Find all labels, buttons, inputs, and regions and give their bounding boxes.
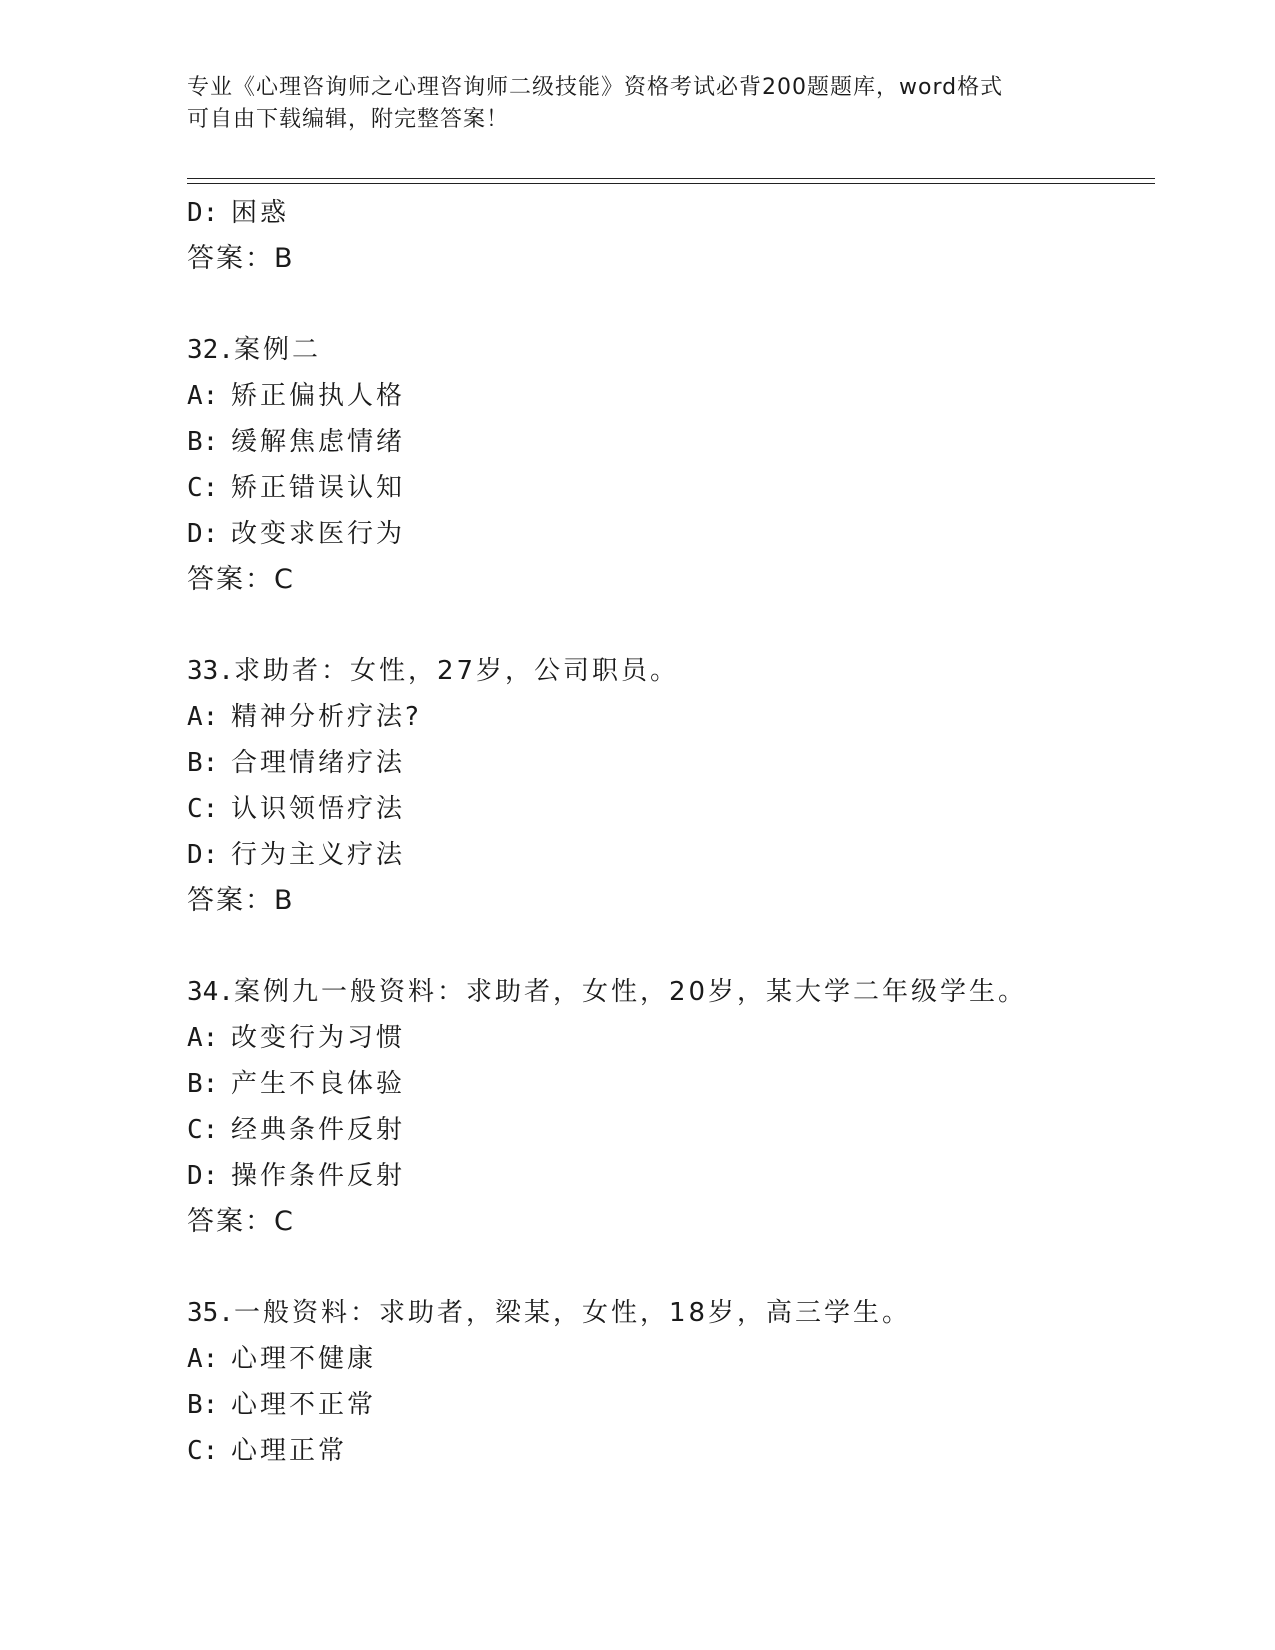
header-title-line-1: 专业《心理咨询师之心理咨询师二级技能》资格考试必背200题题库，word格式 — [187, 75, 1004, 100]
option-key: D: — [187, 840, 219, 870]
option-b — [187, 740, 1167, 786]
option-text: 改变行为习惯 — [231, 1023, 406, 1053]
option-key: B: — [187, 748, 219, 778]
option-text: 改变求医行为 — [231, 519, 406, 549]
option-key: B: — [187, 1069, 219, 1099]
question-stem — [187, 1290, 1167, 1336]
question-number: 35. — [187, 1298, 234, 1328]
option-key: A: — [187, 702, 219, 732]
option-text: 产生不良体验 — [231, 1069, 406, 1099]
option-text: 心理不健康 — [231, 1344, 377, 1374]
question-list — [187, 190, 1167, 1474]
option-key: C: — [187, 1436, 219, 1466]
question-text: 一般资料：求助者，梁某，女性，18岁，高三学生。 — [233, 1298, 912, 1328]
option-text: 困惑 — [231, 198, 290, 228]
option-text: 操作条件反射 — [231, 1161, 406, 1191]
option-c — [187, 1428, 1167, 1474]
question-answer: 答案：C — [187, 1206, 295, 1237]
option-a — [187, 1015, 1167, 1061]
option-d — [187, 832, 1167, 878]
prev-answer: 答案：B — [187, 243, 295, 274]
option-c — [187, 786, 1167, 832]
option-d — [187, 1153, 1167, 1199]
option-a — [187, 694, 1167, 740]
option-text: 经典条件反射 — [231, 1115, 406, 1145]
option-key: B: — [187, 427, 219, 457]
option-text: 矫正偏执人格 — [231, 381, 406, 411]
option-b — [187, 1382, 1167, 1428]
option-text: 合理情绪疗法 — [231, 748, 406, 778]
option-text: 心理正常 — [231, 1436, 348, 1466]
option-key: A: — [187, 1023, 219, 1053]
option-key: C: — [187, 794, 219, 824]
option-key: B: — [187, 1390, 219, 1420]
question-text: 案例二 — [233, 335, 321, 365]
option-key: D: — [187, 1161, 219, 1191]
option-a — [187, 1336, 1167, 1382]
option-text: 缓解焦虑情绪 — [231, 427, 406, 457]
option-c — [187, 1107, 1167, 1153]
option-key: C: — [187, 473, 219, 503]
option-a — [187, 373, 1167, 419]
option-text: 行为主义疗法 — [231, 840, 406, 870]
question-number: 33. — [187, 656, 234, 686]
prev-option-d — [187, 190, 1167, 236]
document-header — [187, 72, 1067, 136]
option-b — [187, 1061, 1167, 1107]
option-text: 矫正错误认知 — [231, 473, 406, 503]
question-stem — [187, 648, 1167, 694]
question-text: 求助者：女性，27岁，公司职员。 — [233, 656, 680, 686]
option-text: 精神分析疗法? — [231, 702, 422, 732]
question-answer: 答案：C — [187, 564, 295, 595]
option-text: 心理不正常 — [231, 1390, 377, 1420]
option-key: D: — [187, 519, 219, 549]
option-key: C: — [187, 1115, 219, 1145]
option-key: A: — [187, 1344, 219, 1374]
option-b — [187, 419, 1167, 465]
question-number: 32. — [187, 335, 234, 365]
question-stem — [187, 327, 1167, 373]
question-number: 34. — [187, 977, 234, 1007]
question-stem — [187, 969, 1167, 1015]
option-key: A: — [187, 381, 219, 411]
header-divider-top — [187, 178, 1155, 179]
option-d — [187, 511, 1167, 557]
option-text: 认识领悟疗法 — [231, 794, 406, 824]
header-title-line-2: 可自由下载编辑，附完整答案！ — [187, 107, 510, 132]
header-divider-bottom — [187, 183, 1155, 184]
question-answer: 答案：B — [187, 885, 295, 916]
option-key: D: — [187, 198, 219, 228]
question-text: 案例九一般资料：求助者，女性，20岁，某大学二年级学生。 — [233, 977, 1028, 1007]
option-c — [187, 465, 1167, 511]
